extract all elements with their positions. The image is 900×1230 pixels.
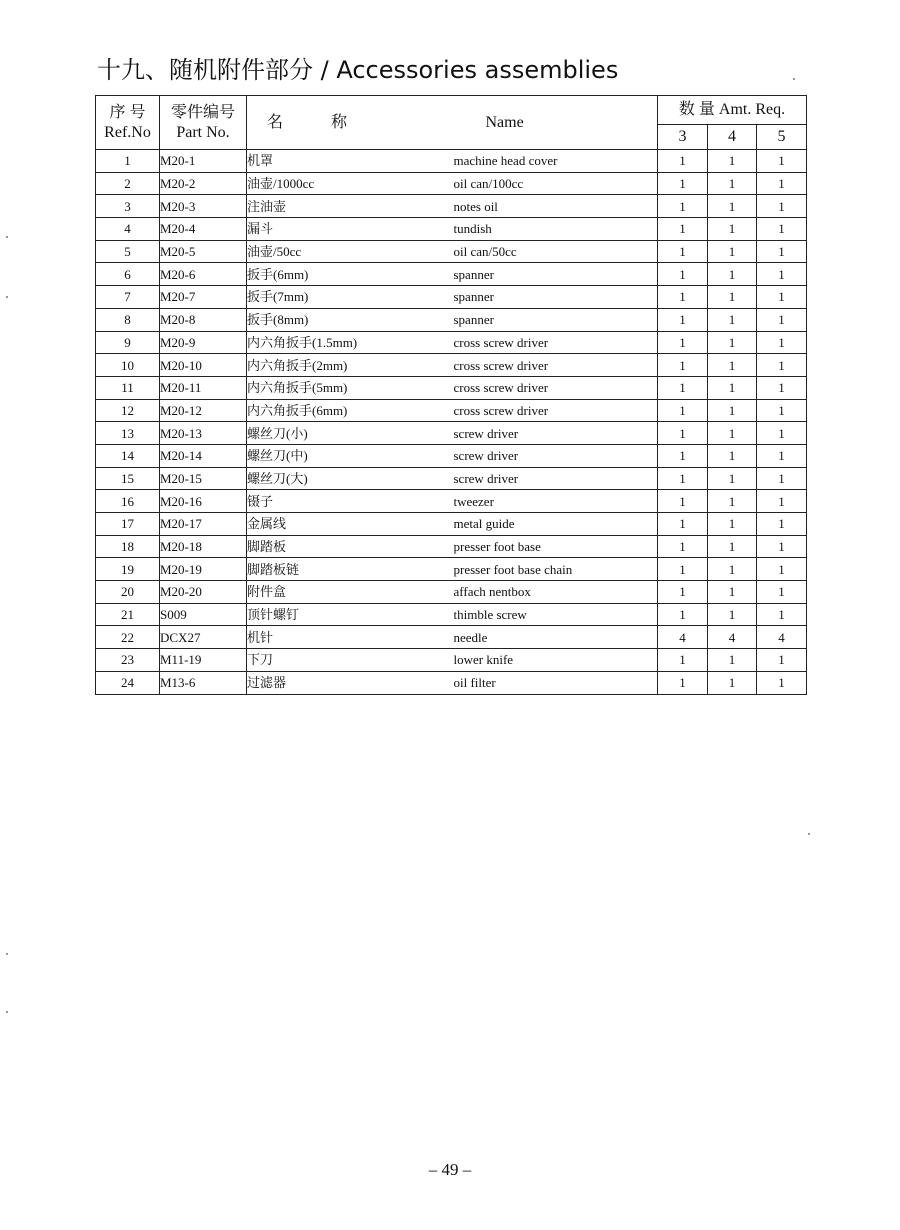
name-cn-cell: 螺丝刀(中)	[247, 444, 454, 467]
name-cn-cell: 脚踏板链	[247, 558, 454, 581]
name-cn-cell: 油壶/50cc	[247, 240, 454, 263]
name-en-cell: needle	[454, 626, 658, 649]
name-cn-cell: 机罩	[247, 150, 454, 173]
name-cn-cell: 下刀	[247, 649, 454, 672]
ref-no-cell: 12	[96, 399, 160, 422]
amount-4-cell: 1	[708, 422, 757, 445]
ref-no-cell: 4	[96, 218, 160, 241]
name-en-cell: screw driver	[454, 467, 658, 490]
amount-4-cell: 1	[708, 490, 757, 513]
ref-no-cell: 13	[96, 422, 160, 445]
amount-5-cell: 1	[757, 286, 807, 309]
amount-5-cell: 1	[757, 558, 807, 581]
amount-5-cell: 1	[757, 240, 807, 263]
part-no-cell: M20-1	[160, 150, 247, 173]
amount-5-cell: 1	[757, 581, 807, 604]
name-en-cell: spanner	[454, 308, 658, 331]
header-amount-col-3: 3	[658, 125, 708, 150]
scan-speck	[808, 833, 810, 835]
header-part-no	[160, 96, 247, 150]
amount-4-cell: 1	[708, 240, 757, 263]
header-ref-en: Ref.No	[104, 123, 151, 141]
name-en-cell: thimble screw	[454, 603, 658, 626]
part-no-cell: M20-10	[160, 354, 247, 377]
amount-5-cell: 1	[757, 354, 807, 377]
amount-3-cell: 1	[658, 218, 708, 241]
ref-no-cell: 1	[96, 150, 160, 173]
table-row	[96, 671, 807, 694]
amount-3-cell: 1	[658, 603, 708, 626]
name-en-cell: spanner	[454, 286, 658, 309]
amount-4-cell: 1	[708, 286, 757, 309]
amount-3-cell: 1	[658, 558, 708, 581]
name-cn-cell: 扳手(6mm)	[247, 263, 454, 286]
amount-4-cell: 1	[708, 649, 757, 672]
name-en-cell: spanner	[454, 263, 658, 286]
name-cn-cell: 扳手(7mm)	[247, 286, 454, 309]
amount-3-cell: 1	[658, 331, 708, 354]
name-cn-cell: 注油壶	[247, 195, 454, 218]
table-row	[96, 263, 807, 286]
amount-4-cell: 1	[708, 467, 757, 490]
name-cn-cell: 内六角扳手(1.5mm)	[247, 331, 454, 354]
scan-speck	[6, 953, 8, 955]
ref-no-cell: 18	[96, 535, 160, 558]
amount-3-cell: 1	[658, 490, 708, 513]
amount-5-cell: 1	[757, 399, 807, 422]
amount-5-cell: 1	[757, 490, 807, 513]
amount-5-cell: 1	[757, 422, 807, 445]
amount-3-cell: 1	[658, 649, 708, 672]
name-en-cell: screw driver	[454, 444, 658, 467]
amount-3-cell: 1	[658, 354, 708, 377]
amount-4-cell: 1	[708, 444, 757, 467]
name-en-cell: tweezer	[454, 490, 658, 513]
amount-4-cell: 1	[708, 308, 757, 331]
name-cn-cell: 镊子	[247, 490, 454, 513]
table-row	[96, 354, 807, 377]
amount-4-cell: 1	[708, 535, 757, 558]
ref-no-cell: 10	[96, 354, 160, 377]
amount-5-cell: 1	[757, 195, 807, 218]
name-cn-cell: 内六角扳手(6mm)	[247, 399, 454, 422]
amount-4-cell: 1	[708, 331, 757, 354]
header-amount-col-4: 4	[708, 125, 757, 150]
header-name-cn-1: 名	[267, 113, 284, 131]
name-en-cell: oil can/100cc	[454, 172, 658, 195]
table-row	[96, 581, 807, 604]
name-en-cell: cross screw driver	[454, 376, 658, 399]
amount-4-cell: 1	[708, 354, 757, 377]
amount-4-cell: 1	[708, 150, 757, 173]
amount-5-cell: 1	[757, 263, 807, 286]
amount-4-cell: 1	[708, 671, 757, 694]
amount-5-cell: 1	[757, 331, 807, 354]
amount-3-cell: 1	[658, 286, 708, 309]
header-amount-col-5: 5	[757, 125, 807, 150]
ref-no-cell: 24	[96, 671, 160, 694]
name-en-cell: oil can/50cc	[454, 240, 658, 263]
name-en-cell: screw driver	[454, 422, 658, 445]
amount-3-cell: 4	[658, 626, 708, 649]
table-row	[96, 195, 807, 218]
amount-3-cell: 1	[658, 263, 708, 286]
header-part-en: Part No.	[176, 123, 230, 141]
header-part-cn: 零件编号	[170, 103, 235, 121]
name-en-cell: oil filter	[454, 671, 658, 694]
part-no-cell: M20-14	[160, 444, 247, 467]
part-no-cell: M20-8	[160, 308, 247, 331]
amount-4-cell: 1	[708, 558, 757, 581]
name-cn-cell: 金属线	[247, 513, 454, 536]
name-cn-cell: 过滤器	[247, 671, 454, 694]
name-en-cell: cross screw driver	[454, 399, 658, 422]
amount-5-cell: 1	[757, 376, 807, 399]
accessories-table	[95, 95, 807, 695]
amount-3-cell: 1	[658, 240, 708, 263]
ref-no-cell: 11	[96, 376, 160, 399]
amount-4-cell: 1	[708, 172, 757, 195]
amount-3-cell: 1	[658, 195, 708, 218]
header-ref-cn: 序 号	[109, 103, 146, 121]
part-no-cell: M20-16	[160, 490, 247, 513]
table-row	[96, 286, 807, 309]
amount-5-cell: 1	[757, 308, 807, 331]
amount-3-cell: 1	[658, 581, 708, 604]
table-row	[96, 240, 807, 263]
amount-5-cell: 1	[757, 444, 807, 467]
part-no-cell: M20-4	[160, 218, 247, 241]
scan-speck	[6, 236, 8, 238]
ref-no-cell: 9	[96, 331, 160, 354]
part-no-cell: M20-3	[160, 195, 247, 218]
ref-no-cell: 22	[96, 626, 160, 649]
part-no-cell: M13-6	[160, 671, 247, 694]
table-row	[96, 513, 807, 536]
ref-no-cell: 7	[96, 286, 160, 309]
name-cn-cell: 附件盒	[247, 581, 454, 604]
table-row	[96, 626, 807, 649]
amount-5-cell: 4	[757, 626, 807, 649]
table-row	[96, 172, 807, 195]
header-name-cn-2: 称	[331, 113, 348, 131]
amount-5-cell: 1	[757, 603, 807, 626]
amount-4-cell: 1	[708, 603, 757, 626]
table-row	[96, 603, 807, 626]
amount-3-cell: 1	[658, 422, 708, 445]
table-row	[96, 422, 807, 445]
ref-no-cell: 20	[96, 581, 160, 604]
amount-3-cell: 1	[658, 399, 708, 422]
name-cn-cell: 漏斗	[247, 218, 454, 241]
part-no-cell: M20-6	[160, 263, 247, 286]
header-amount: 数 量 Amt. Req.	[658, 96, 807, 125]
amount-3-cell: 1	[658, 671, 708, 694]
ref-no-cell: 15	[96, 467, 160, 490]
scan-speck	[6, 1011, 8, 1013]
name-cn-cell: 螺丝刀(小)	[247, 422, 454, 445]
part-no-cell: M20-9	[160, 331, 247, 354]
ref-no-cell: 5	[96, 240, 160, 263]
part-no-cell: M20-7	[160, 286, 247, 309]
table-row	[96, 490, 807, 513]
part-no-cell: M20-5	[160, 240, 247, 263]
table-row	[96, 444, 807, 467]
name-en-cell: notes oil	[454, 195, 658, 218]
page-number: – 49 –	[428, 1160, 472, 1179]
scan-speck	[793, 78, 795, 80]
table-row	[96, 467, 807, 490]
name-cn-cell: 内六角扳手(2mm)	[247, 354, 454, 377]
header-ref-no	[96, 96, 160, 150]
part-no-cell: M20-13	[160, 422, 247, 445]
ref-no-cell: 23	[96, 649, 160, 672]
amount-3-cell: 1	[658, 172, 708, 195]
part-no-cell: M20-11	[160, 376, 247, 399]
amount-4-cell: 1	[708, 513, 757, 536]
ref-no-cell: 3	[96, 195, 160, 218]
part-no-cell: M20-2	[160, 172, 247, 195]
name-cn-cell: 扳手(8mm)	[247, 308, 454, 331]
name-cn-cell: 脚踏板	[247, 535, 454, 558]
name-en-cell: tundish	[454, 218, 658, 241]
scan-speck	[6, 296, 8, 298]
amount-4-cell: 1	[708, 399, 757, 422]
ref-no-cell: 17	[96, 513, 160, 536]
ref-no-cell: 21	[96, 603, 160, 626]
amount-3-cell: 1	[658, 513, 708, 536]
name-cn-cell: 油壶/1000cc	[247, 172, 454, 195]
amount-4-cell: 1	[708, 376, 757, 399]
amount-3-cell: 1	[658, 535, 708, 558]
amount-3-cell: 1	[658, 376, 708, 399]
header-name-cn	[247, 96, 454, 150]
table-row	[96, 376, 807, 399]
ref-no-cell: 6	[96, 263, 160, 286]
ref-no-cell: 14	[96, 444, 160, 467]
name-cn-cell: 螺丝刀(大)	[247, 467, 454, 490]
header-name-en: Name	[454, 96, 658, 150]
name-en-cell: lower knife	[454, 649, 658, 672]
name-en-cell: machine head cover	[454, 150, 658, 173]
name-en-cell: presser foot base chain	[454, 558, 658, 581]
part-no-cell: M20-12	[160, 399, 247, 422]
table-body	[96, 150, 807, 695]
part-no-cell: M20-15	[160, 467, 247, 490]
amount-5-cell: 1	[757, 172, 807, 195]
name-en-cell: metal guide	[454, 513, 658, 536]
table-row	[96, 218, 807, 241]
part-no-cell: M20-17	[160, 513, 247, 536]
amount-4-cell: 4	[708, 626, 757, 649]
table-row	[96, 150, 807, 173]
amount-5-cell: 1	[757, 467, 807, 490]
amount-5-cell: 1	[757, 671, 807, 694]
name-en-cell: affach nentbox	[454, 581, 658, 604]
table-row	[96, 399, 807, 422]
amount-4-cell: 1	[708, 195, 757, 218]
name-cn-cell: 内六角扳手(5mm)	[247, 376, 454, 399]
amount-5-cell: 1	[757, 150, 807, 173]
name-cn-cell: 机针	[247, 626, 454, 649]
part-no-cell: M20-18	[160, 535, 247, 558]
ref-no-cell: 16	[96, 490, 160, 513]
name-cn-cell: 顶针螺钉	[247, 603, 454, 626]
table-row	[96, 558, 807, 581]
amount-3-cell: 1	[658, 308, 708, 331]
ref-no-cell: 2	[96, 172, 160, 195]
amount-3-cell: 1	[658, 150, 708, 173]
table-row	[96, 308, 807, 331]
part-no-cell: S009	[160, 603, 247, 626]
amount-4-cell: 1	[708, 581, 757, 604]
table-row	[96, 535, 807, 558]
name-en-cell: cross screw driver	[454, 331, 658, 354]
amount-5-cell: 1	[757, 513, 807, 536]
page-title: 十九、随机附件部分 / Accessories assemblies	[97, 56, 619, 84]
amount-4-cell: 1	[708, 218, 757, 241]
ref-no-cell: 8	[96, 308, 160, 331]
amount-5-cell: 1	[757, 535, 807, 558]
amount-4-cell: 1	[708, 263, 757, 286]
part-no-cell: M20-20	[160, 581, 247, 604]
amount-5-cell: 1	[757, 218, 807, 241]
name-en-cell: presser foot base	[454, 535, 658, 558]
ref-no-cell: 19	[96, 558, 160, 581]
amount-3-cell: 1	[658, 467, 708, 490]
amount-3-cell: 1	[658, 444, 708, 467]
part-no-cell: M20-19	[160, 558, 247, 581]
table-row	[96, 331, 807, 354]
name-en-cell: cross screw driver	[454, 354, 658, 377]
table-row	[96, 649, 807, 672]
part-no-cell: M11-19	[160, 649, 247, 672]
part-no-cell: DCX27	[160, 626, 247, 649]
amount-5-cell: 1	[757, 649, 807, 672]
